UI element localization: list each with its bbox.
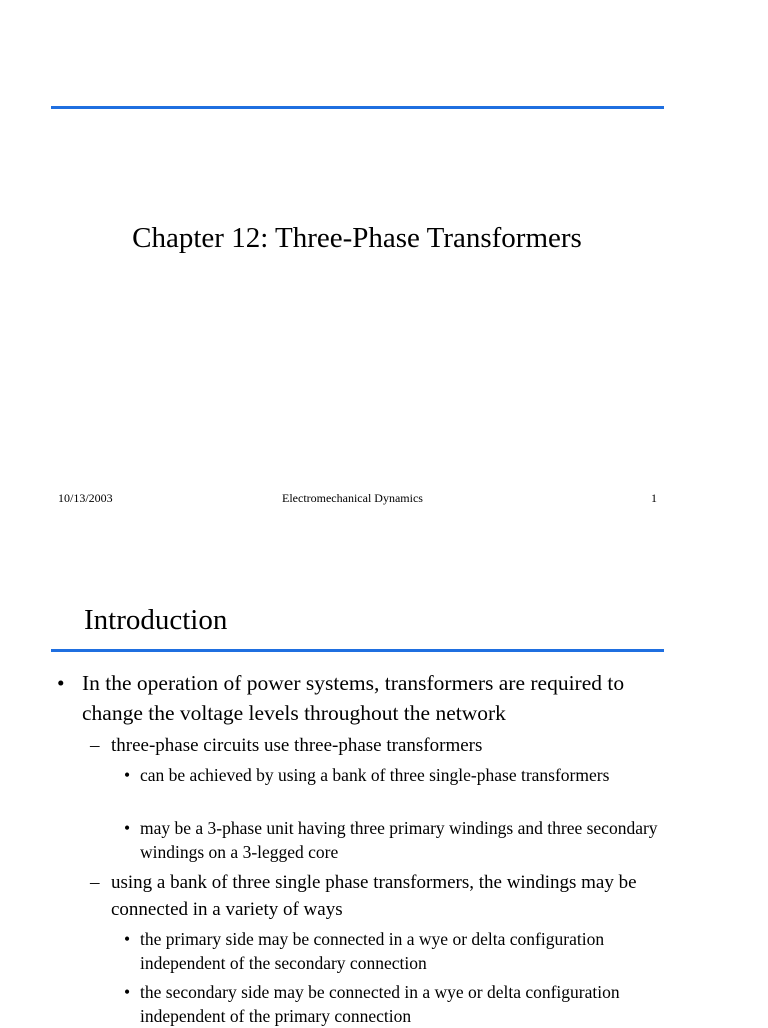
title-divider-line <box>51 106 664 109</box>
bullet-icon: • <box>124 765 131 785</box>
sub-sub-bullet-item <box>124 927 670 975</box>
footer-course-name: Electromechanical Dynamics <box>282 491 423 505</box>
sub-sub-bullet-text: the secondary side may be connected in a wye or delta configuration independent of the primary connection <box>140 982 620 1026</box>
bullet-icon: • <box>124 818 131 838</box>
footer-date: 10/13/2003 <box>58 491 113 505</box>
slide-title: Chapter 12: Three-Phase Transformers <box>132 222 582 254</box>
sub-sub-bullet-text: can be achieved by using a bank of three single-phase transformers <box>140 765 610 785</box>
bullet-icon: • <box>124 982 131 1002</box>
section-divider-line <box>51 649 664 652</box>
sub-sub-bullet-item <box>124 980 670 1028</box>
bullet-icon: • <box>57 671 65 695</box>
sub-bullet-text: three-phase circuits use three-phase transformers <box>111 735 483 756</box>
sub-bullet-text: using a bank of three single phase transformers, the windings may be connected in a variety of ways <box>111 872 637 920</box>
sub-sub-bullet-text: may be a 3-phase unit having three primary windings and three secondary windings on a 3-legged core <box>140 818 658 862</box>
bullet-icon: • <box>124 929 131 949</box>
bullet-item <box>57 668 672 728</box>
section-title: Introduction <box>84 604 228 636</box>
sub-sub-bullet-text: the primary side may be connected in a wye or delta configuration independent of the secondary connection <box>140 929 605 973</box>
dash-icon: – <box>90 872 100 893</box>
sub-bullet-item <box>90 732 671 759</box>
footer-page-number: 1 <box>651 491 657 505</box>
sub-sub-bullet-item <box>124 816 670 864</box>
bullet-text: In the operation of power systems, transformers are required to change the voltage levels throughout the network <box>82 671 625 725</box>
sub-sub-bullet-item <box>124 763 670 787</box>
sub-bullet-item <box>90 869 671 923</box>
dash-icon: – <box>90 735 100 756</box>
